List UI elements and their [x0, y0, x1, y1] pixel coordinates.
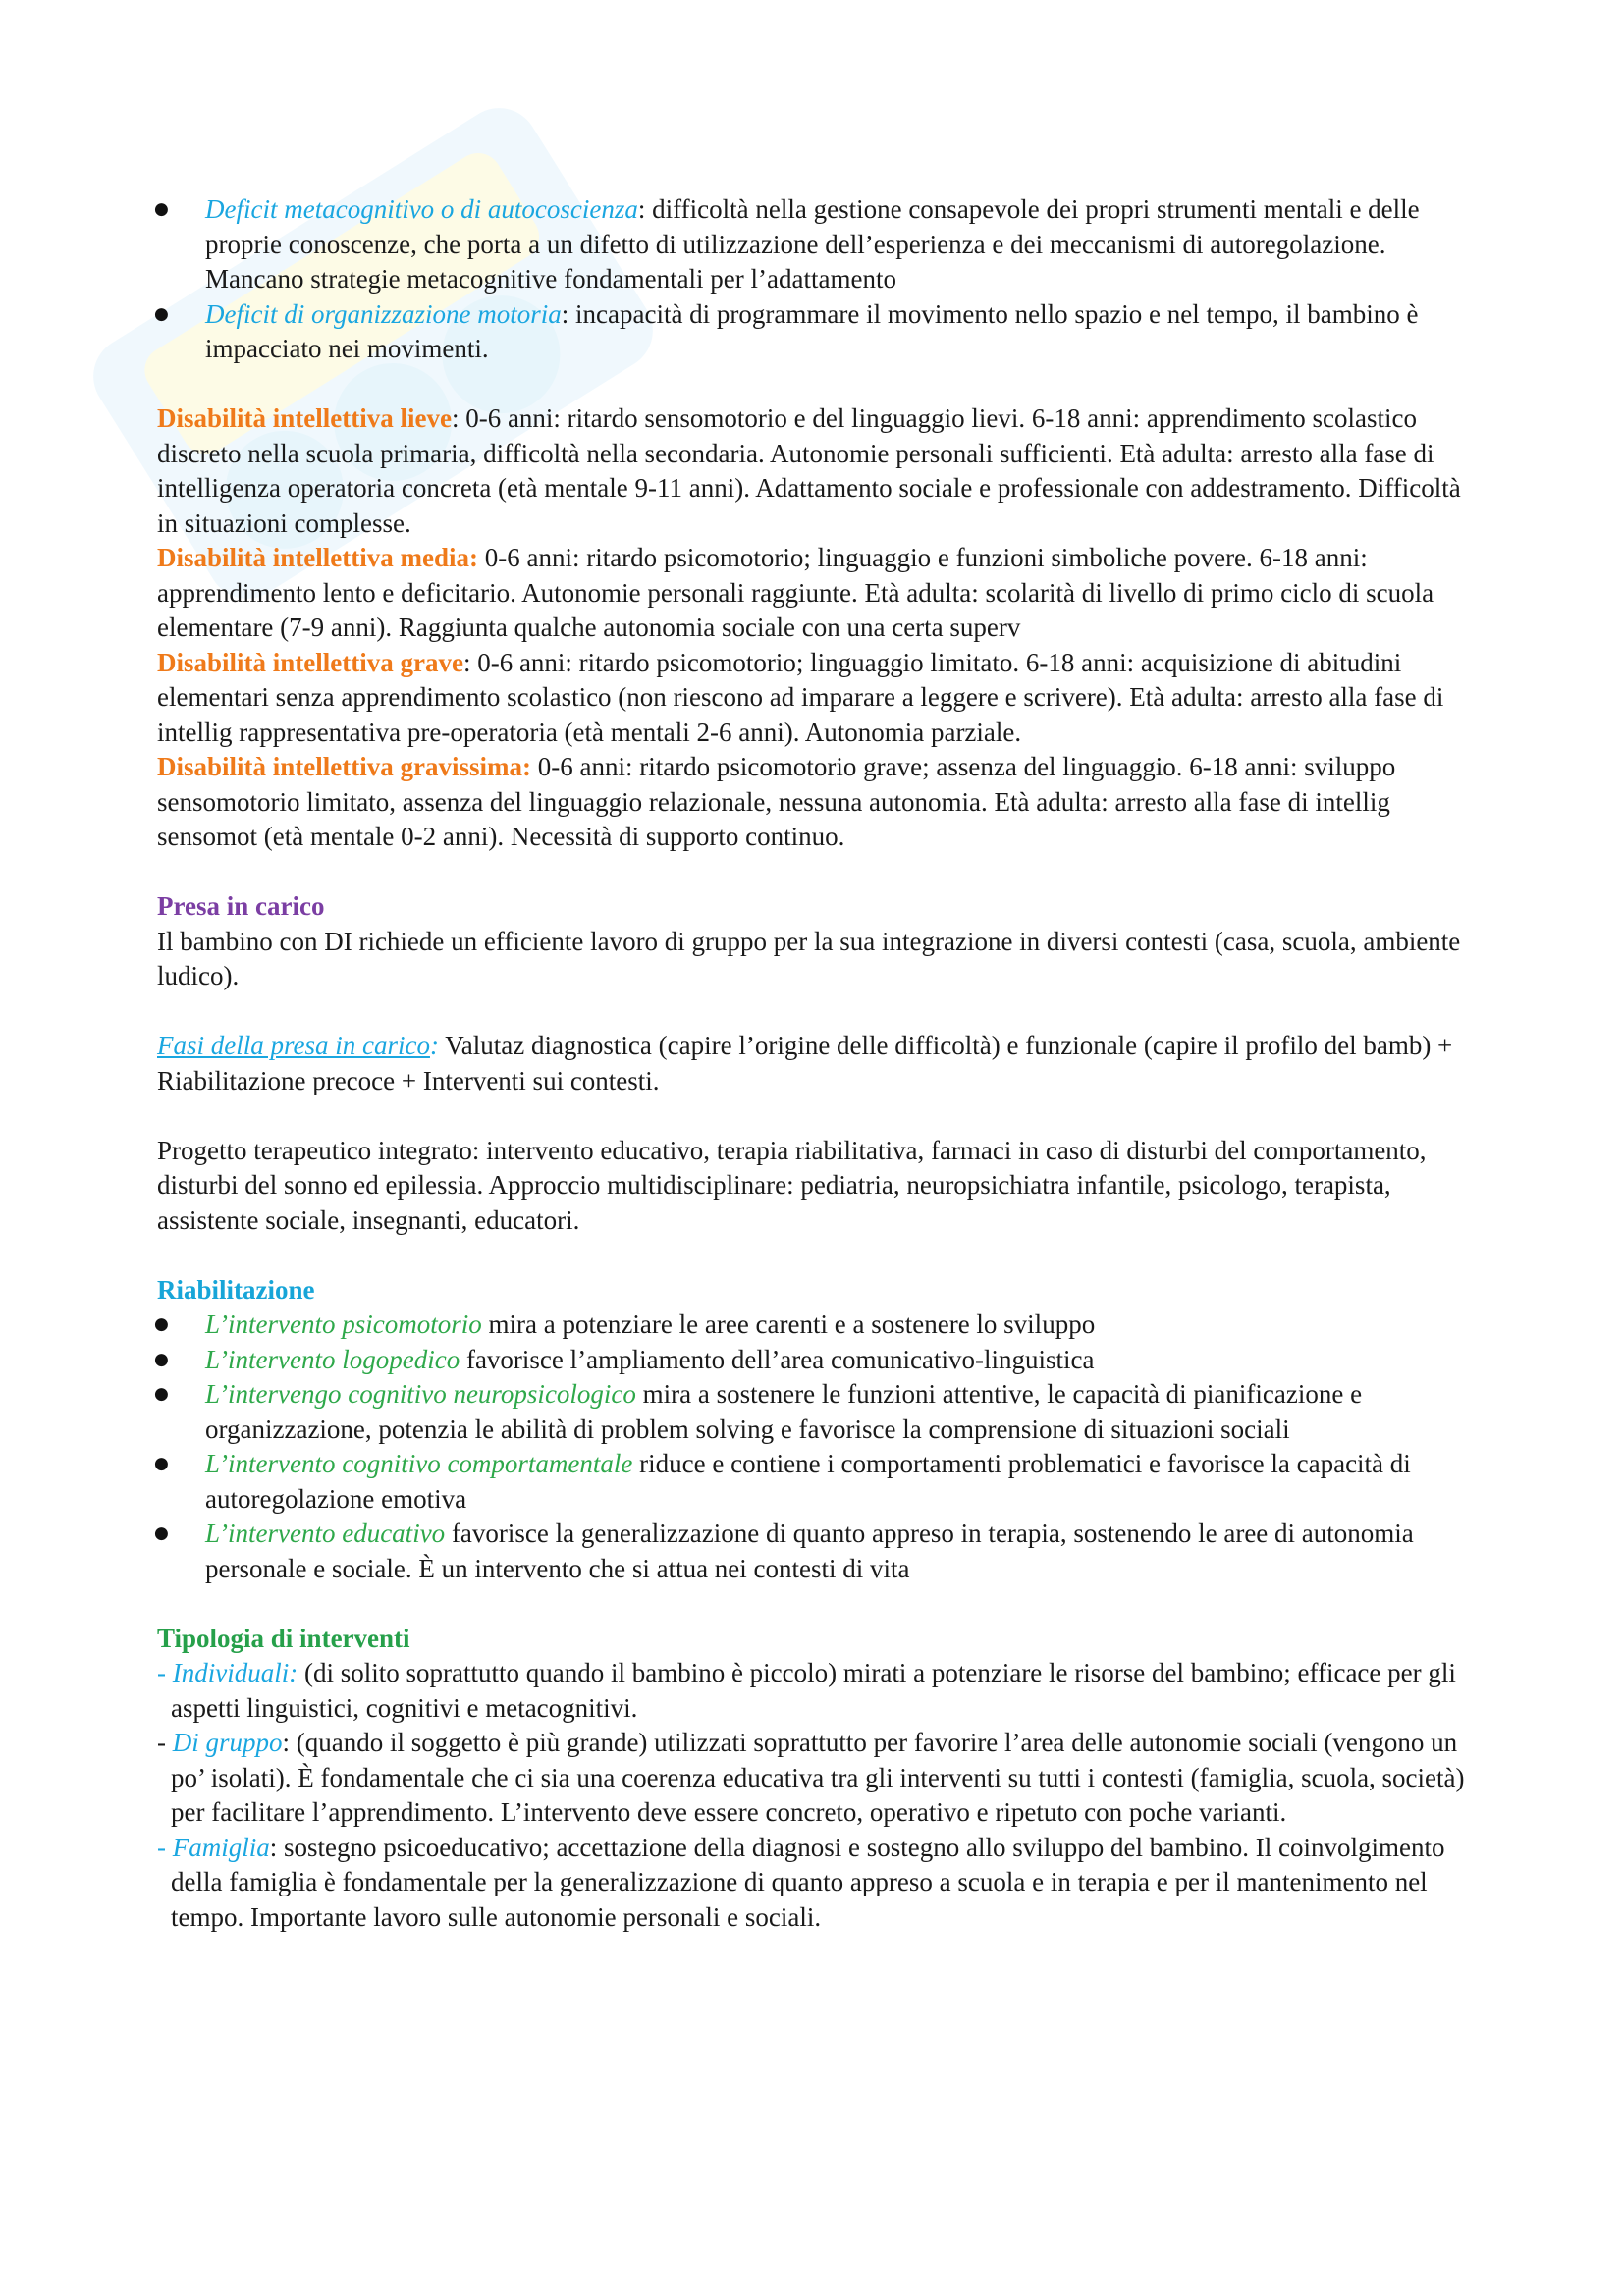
term: Di gruppo [172, 1728, 283, 1757]
paragraph: Disabilità intellettiva lieve: 0-6 anni: ritardo sensomotorio e del linguaggio lievi. 6-18 anni: apprendimento scolastico discreto nella scuola primaria, difficoltà nella secondaria. Autonomie personali sufficienti. Età adulta: arresto alla fase di intelligenza operatoria concreta (età mentale 9-11 anni). Adattamento sociale e professionale con addestramento. Difficoltà in situazioni complesse. [157, 403, 1461, 538]
term: Fasi della presa in carico [157, 1031, 430, 1060]
deficit-list [157, 192, 1483, 367]
list-item: ● Deficit di organizzazione motoria: incapacità di programmare il movimento nello spazio e nel tempo, il bambino è impacciato nei movimenti. [157, 297, 1483, 367]
paragraph: Progetto terapeutico integrato: intervento educativo, terapia riabilitativa, farmaci in caso di disturbi del comportamento, disturbi del sonno ed epilessia. Approccio multidisciplinare: pediatria, neuropsichiatra infantile, psicologo, terapista, assistente sociale, insegnanti, educatori. [157, 1135, 1427, 1235]
term: Deficit metacognitivo o di autocoscienza [205, 194, 638, 224]
term: Disabilità intellettiva gravissima: [157, 752, 531, 781]
section-heading: Riabilitazione [157, 1274, 315, 1305]
term: L’intervento educativo [205, 1519, 446, 1548]
paragraph: Il bambino con DI richiede un efficiente lavoro di gruppo per la sua integrazione in diversi contesti (casa, scuola, ambiente ludico). [157, 926, 1461, 990]
list-item: ● L’intervento logopedico favorisce l’ampliamento dell’area comunicativo-linguistica [157, 1343, 1483, 1378]
section-heading: Presa in carico [157, 891, 325, 921]
term: Disabilità intellettiva lieve [157, 403, 452, 433]
list-item: - Di gruppo: (quando il soggetto è più grande) utilizzati soprattutto per favorire l’area delle autonomie sociali (vengono un po’ isolati). È fondamentale che ci sia una coerenza educativa tra gli interventi su tutti i contesti (famiglia, scuola, società) per facilitare l’apprendimento. L’intervento deve essere concreto, operativo e ripetuto con poche varianti. [157, 1728, 1465, 1827]
list-item: ● L’intervento psicomotorio mira a potenziare le aree carenti e a sostenere lo sviluppo [157, 1308, 1483, 1343]
paragraph: Disabilità intellettiva gravissima: 0-6 anni: ritardo psicomotorio grave; assenza del linguaggio. 6-18 anni: sviluppo sensomotorio limitato, assenza del linguaggio relazionale, nessuna autonomia. Età adulta: arresto alla fase di intellig sensomot (età mentale 0-2 anni). Necessità di supporto continuo. [157, 752, 1396, 851]
list-item: ● L’intervengo cognitivo neuropsicologico mira a sostenere le funzioni attentive, le capacità di pianificazione e organizzazione, potenzia le abilità di problem solving e favorisce la comprensione di situazioni sociali [157, 1377, 1483, 1447]
term: L’intervento psicomotorio [205, 1309, 482, 1339]
term: Deficit di organizzazione motoria [205, 298, 562, 329]
term: Famiglia [172, 1832, 270, 1862]
list-item: - Famiglia: sostegno psicoeducativo; accettazione della diagnosi e sostegno allo sviluppo del bambino. Il coinvolgimento della famiglia è fondamentale per la generalizzazione di quanto appreso a scuola e in terapia e per il mantenimento nel tempo. Importante lavoro sulle autonomie personali e sociali. [157, 1832, 1445, 1932]
paragraph: Disabilità intellettiva media: 0-6 anni: ritardo psicomotorio; linguaggio e funzioni simboliche povere. 6-18 anni: apprendimento lento e deficitario. Autonomie personali raggiunte. Età adulta: scolarità di livello di primo ciclo di scuola elementare (7-9 anni). Raggiunta qualche autonomia sociale con una certa superv [157, 543, 1434, 642]
list-item: ● L’intervento cognitivo comportamentale riduce e contiene i comportamenti problematici e favorisce la capacità di autoregolazione emotiva [157, 1447, 1483, 1517]
document-page [157, 192, 1483, 1935]
term: L’intervengo cognitivo neuropsicologico [205, 1379, 636, 1409]
term: L’intervento cognitivo comportamentale [205, 1449, 633, 1478]
term: Disabilità intellettiva media: [157, 543, 478, 572]
list-item: ● L’intervento educativo favorisce la generalizzazione di quanto appreso in terapia, sostenendo le aree di autonomia personale e sociale. È un intervento che si attua nei contesti di vita [157, 1517, 1483, 1586]
term: Individuali: [172, 1658, 298, 1687]
riabilitazione-list [157, 1308, 1483, 1586]
tipologia-list [157, 1656, 1483, 1935]
list-item: ● Deficit metacognitivo o di autocoscienza: difficoltà nella gestione consapevole dei propri strumenti mentali e delle proprie conoscenze, che porta a un difetto di utilizzazione dell’esperienza e dei meccanismi di autoregolazione. Mancano strategie metacognitive fondamentali per l’adattamento [157, 192, 1483, 297]
disability-levels [157, 401, 1483, 855]
term: L’intervento logopedico [205, 1344, 460, 1374]
list-item: - Individuali: (di solito soprattutto quando il bambino è piccolo) mirati a potenziare le risorse del bambino; efficace per gli aspetti linguistici, cognitivi e metacognitivi. [157, 1658, 1456, 1723]
section-heading: Tipologia di interventi [157, 1623, 410, 1653]
term: Disabilità intellettiva grave [157, 647, 463, 677]
paragraph: Disabilità intellettiva grave: 0-6 anni: ritardo psicomotorio; linguaggio limitato. 6-18 anni: acquisizione di abitudini elementari senza apprendimento scolastico (non riescono ad imparare a leggere e scrivere). Età adulta: arresto alla fase di intellig rappresentativa pre-operatoria (età mentali 2-6 anni). Autonomia parziale. [157, 647, 1444, 747]
paragraph: Fasi della presa in carico: Valutaz diagnostica (capire l’origine delle difficoltà) e funzionale (capire il profilo del bamb) + Riabilitazione precoce + Interventi sui contesti. [157, 1031, 1453, 1095]
